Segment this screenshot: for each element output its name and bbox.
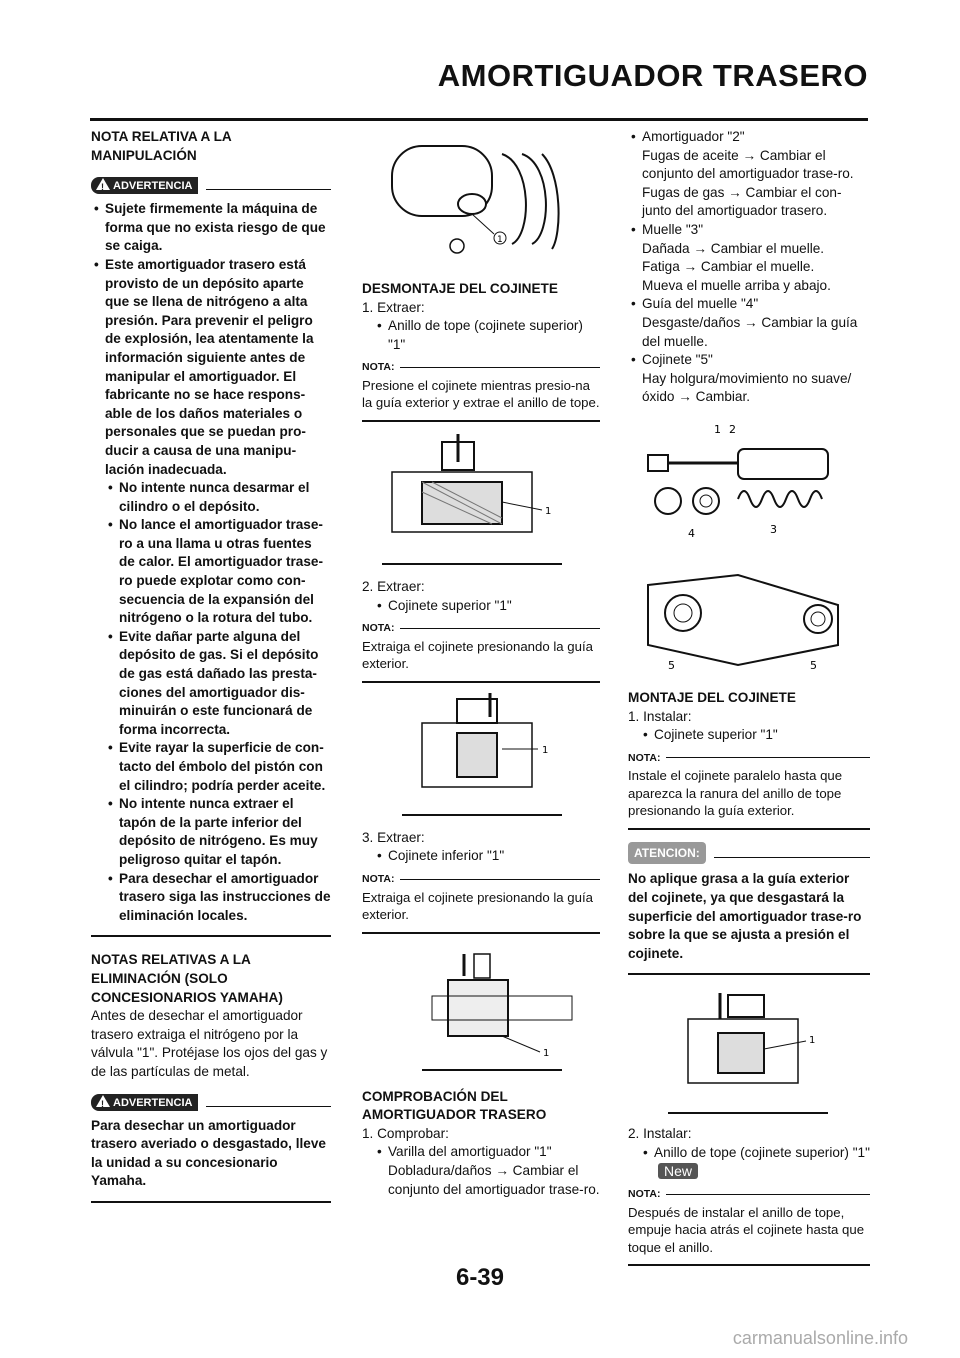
nota-header: NOTA: [362, 619, 600, 638]
nota-header: NOTA: [362, 870, 600, 889]
svg-text:1: 1 [545, 505, 552, 517]
warning-badge: ! ADVERTENCIA [91, 1094, 198, 1111]
svg-text:1: 1 [714, 422, 721, 436]
watermark: carmanualsonline.info [732, 1328, 908, 1348]
svg-text:1: 1 [809, 1035, 816, 1047]
step-2: 2. Extraer: [362, 578, 425, 594]
svg-text:4: 4 [688, 526, 695, 540]
svg-text:1: 1 [542, 744, 549, 756]
nota-header: NOTA: [628, 749, 870, 768]
list-item: • Varilla del amortiguador "1" Dobladura/daños → Cambiar el conjunto del amortiguador trase-ro. [374, 1143, 600, 1199]
list-item: • Evite dañar parte alguna del depósito de gas. Si el depósito de gas está dañado las presta-ciones del amortiguador dis-minuirán o este funcionará de forma incorrecta. [91, 628, 331, 740]
step-3: 3. Extraer: [362, 829, 425, 845]
warning-icon [96, 178, 110, 190]
nota-body: Extraiga el cojinete presionando la guía exterior. [362, 889, 600, 934]
warning-header [91, 1094, 331, 1111]
nota-body: Después de instalar el anillo de tope, empuje hacia atrás el cojinete hasta que toque el anillo. [628, 1204, 870, 1267]
disposal-text: Antes de desechar el amortiguador trasero extraiga el nitrógeno por la válvula "1". Protéjase los ojos del gas y de las partículas de metal. [91, 1008, 328, 1079]
list-item: • Anillo de tope (cojinete superior) "1" New [640, 1144, 870, 1181]
page-title: AMORTIGUADOR TRASERO [437, 58, 868, 93]
nota-body: Instale el cojinete paralelo hasta que aparezca la ranura del anillo de tope presionando la guía exterior. [628, 767, 870, 830]
bearing-check-figure [628, 555, 858, 683]
column-1 [91, 128, 331, 1217]
list-item: • Cojinete superior "1" [374, 597, 600, 616]
header-rule [90, 118, 868, 121]
heading-handling: NOTA RELATIVA A LA MANIPULACIÓN [91, 129, 232, 163]
warning-body: Para desechar un amortiguador trasero averiado o desgastado, lleve la unidad a su concesionario Yamaha. [91, 1117, 331, 1203]
list-item: • Cojinete inferior "1" [374, 847, 600, 866]
nota-header: NOTA: [362, 358, 600, 377]
nota-body: Extraiga el cojinete presionando la guía exterior. [362, 638, 600, 683]
warning-body [91, 200, 331, 937]
nota-body: Presione el cojinete mientras presio-na la guía exterior y extrae el anillo de tope. [362, 377, 600, 422]
bearing-figure-3 [362, 944, 582, 1082]
list-item: • Sujete firmemente la máquina de forma que no exista riesgo de que se caiga. [91, 200, 331, 256]
list-item: • Para desechar el amortiguador trasero siga las instrucciones de eliminación locales. [91, 870, 331, 926]
list-item: • Evite rayar la superficie de con-tacto del émbolo del pistón con el cilindro; podría perder aceite. [91, 739, 331, 795]
list-item: • Cojinete superior "1" [640, 726, 870, 745]
svg-text:3: 3 [770, 522, 777, 536]
column-3 [628, 128, 870, 1276]
bearing-install-figure [628, 989, 848, 1119]
heading-disposal: NOTAS RELATIVAS A LA ELIMINACIÓN (SOLO CONCESIONARIOS YAMAHA) [91, 952, 283, 1005]
check-step: 1. Comprobar: [362, 1125, 449, 1141]
list-item: • Anillo de tope (cojinete superior) "1" [374, 317, 600, 354]
shock-exploded-figure [628, 413, 858, 549]
svg-text:1: 1 [497, 235, 503, 245]
new-badge: New [658, 1163, 698, 1179]
warning-header [91, 177, 331, 194]
column-2 [362, 128, 600, 1199]
list-item: • Este amortiguador trasero está provisto de un depósito aparte que se llena de nitrógeno a alta presión. Para prevenir el peligro de explosión, lea atentamente la información siguiente antes de manipular el amortiguador. El fabricante no se hace respons-able de los daños materiales o personales que se puedan pro-ducir a causa de una manipu-lación inadecuada. [91, 256, 331, 479]
bearing-figure-1 [362, 432, 582, 572]
list-item: • Muelle "3" Dañada → Cambiar el muelle. Fatiga → Cambiar el muelle. Mueva el muelle arriba y abajo. [628, 221, 870, 295]
nota-header: NOTA: [628, 1185, 870, 1204]
install-step-1: 1. Instalar: [628, 708, 692, 724]
page-number: 6-39 [455, 1264, 505, 1291]
list-item: • Guía del muelle "4" Desgaste/daños → Cambiar la guía del muelle. [628, 295, 870, 351]
warning-icon [96, 1095, 110, 1107]
atencion-header [628, 842, 870, 865]
list-item: • Amortiguador "2" Fugas de aceite → Cambiar el conjunto del amortiguador trase-ro. Fugas de gas → Cambiar el con-junto del amortiguador trasero. [628, 128, 870, 221]
list-item: • No intente nunca desarmar el cilindro o el depósito. [91, 479, 331, 516]
step-1: 1. Extraer: [362, 299, 425, 315]
bearing-figure-2 [362, 693, 582, 823]
svg-text:1: 1 [543, 1047, 550, 1059]
install-step-2: 2. Instalar: [628, 1126, 692, 1142]
heading-removal: DESMONTAJE DEL COJINETE [362, 281, 558, 296]
svg-text:5: 5 [810, 658, 817, 672]
list-item: • Cojinete "5" Hay holgura/movimiento no suave/óxido → Cambiar. [628, 351, 870, 407]
shock-valve-figure [362, 134, 562, 274]
list-item: • No intente nunca extraer el tapón de la parte inferior del depósito de nitrógeno. Es muy peligroso quitar el tapón. [91, 795, 331, 869]
heading-check: COMPROBACIÓN DEL AMORTIGUADOR TRASERO [362, 1088, 547, 1123]
heading-install: MONTAJE DEL COJINETE [628, 689, 796, 705]
atencion-badge: ATENCION: [628, 842, 706, 865]
atencion-body: No aplique grasa a la guía exterior del cojinete, ya que desgastará la superficie del amortiguador trase-ro sobre la que se ajusta a presión el cojinete. [628, 870, 870, 975]
svg-text:2: 2 [729, 422, 736, 436]
warning-badge: ! ADVERTENCIA [91, 177, 198, 194]
svg-text:5: 5 [668, 658, 675, 672]
list-item: • No lance el amortiguador trase-ro a una llama u otras fuentes de calor. El amortiguador trase-ro puede explotar como con-secuencia de la expansión del nitrógeno o la rotura del tubo. [91, 516, 331, 628]
